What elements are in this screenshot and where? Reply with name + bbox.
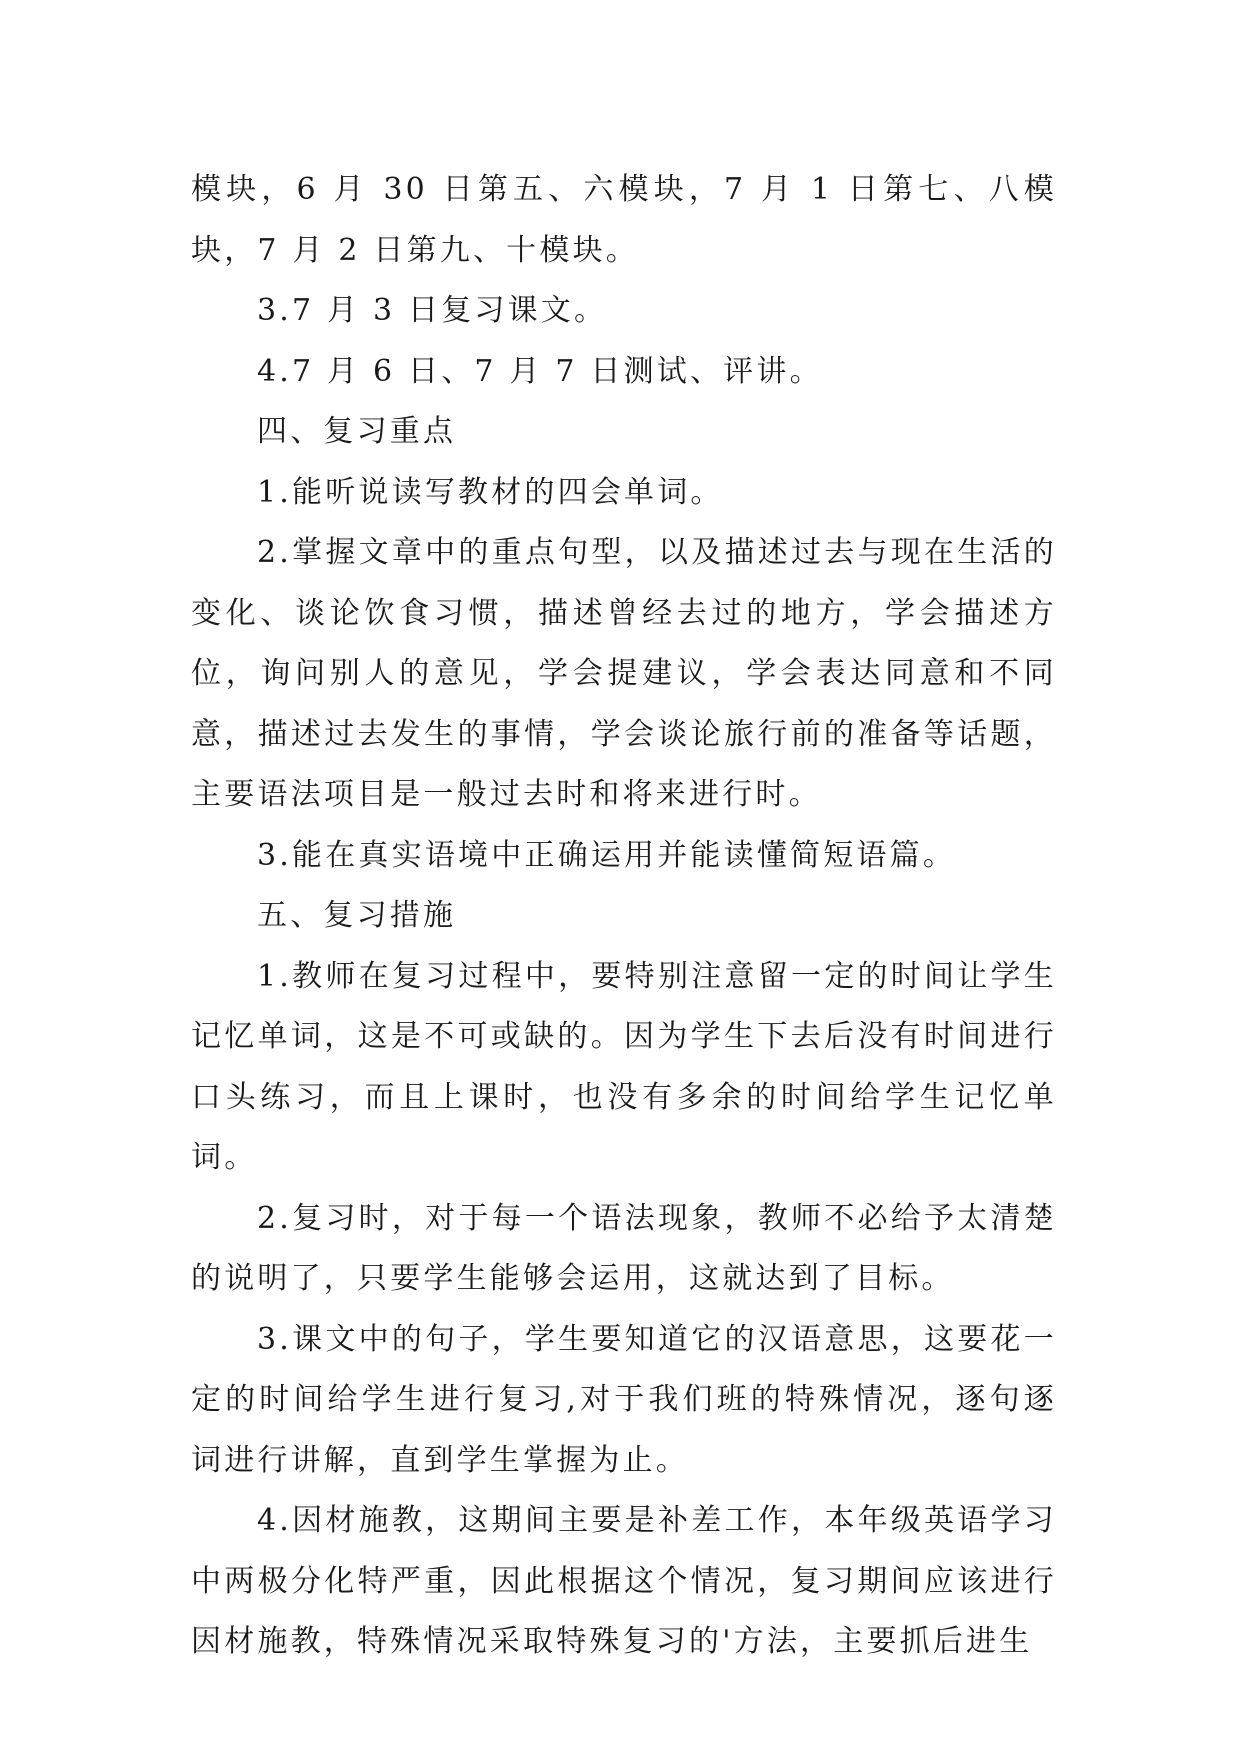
paragraph-6: 2.掌握文章中的重点句型，以及描述过去与现在生活的变化、谈论饮食习惯，描述曾经去过的地方，学会描述方位，询问别人的意见，学会提建议，学会表达同意和不同意，描述过去发生的事情，学会谈论旅行前的准备等话题，主要语法项目是一般过去时和将来进行时。 (191, 535, 1057, 812)
section-heading-4: 四、复习重点 (257, 414, 457, 449)
document-page (191, 160, 1057, 1673)
paragraph-2: 3.7 月 3 日复习课文。 (257, 293, 608, 328)
paragraph-5: 1.能听说读写教材的四会单词。 (257, 474, 724, 510)
paragraph-11: 3.课文中的句子，学生要知道它的汉语意思，这要花一定的时间给学生进行复习,对于我们班的特殊情况，逐句逐词进行讲解，直到学生掌握为止。 (191, 1321, 1057, 1478)
paragraph-12: 4.因材施教，这期间主要是补差工作，本年级英语学习中两极分化特严重，因此根据这个情况，复习期间应该进行因材施教，特殊情况采取特殊复习的'方法，主要抓后进生 (191, 1503, 1057, 1659)
paragraph-3: 4.7 月 6 日、7 月 7 日测试、评讲。 (257, 353, 823, 389)
paragraph-9: 1.教师在复习过程中，要特别注意留一定的时间让学生记忆单词，这是不可或缺的。因为学生下去后没有时间进行口头练习，而且上课时，也没有多余的时间给学生记忆单词。 (191, 958, 1057, 1175)
paragraph-1: 模块，6 月 30 日第五、六模块，7 月 1 日第七、八模块，7 月 2 日第九、十模块。 (191, 172, 1057, 268)
section-heading-5: 五、复习措施 (257, 898, 457, 933)
paragraph-7: 3.能在真实语境中正确运用并能读懂简短语篇。 (257, 837, 957, 873)
paragraph-10: 2.复习时，对于每一个语法现象，教师不必给予太清楚的说明了，只要学生能够会运用，这就达到了目标。 (191, 1200, 1057, 1296)
